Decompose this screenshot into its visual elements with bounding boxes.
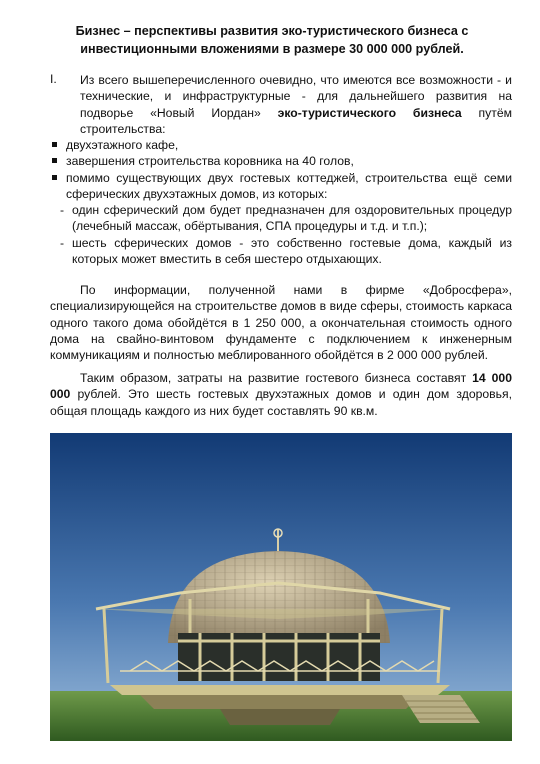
bullet-text: двухэтажного кафе, bbox=[66, 138, 179, 152]
bullet-list bbox=[50, 137, 512, 267]
total-text-post: рублей. Это шесть гостевых двухэтажных домов и один дом здоровья, общая площадь каждого из них будет составлять 90 кв.м. bbox=[50, 387, 512, 418]
list-item bbox=[50, 137, 512, 153]
bullet-square-icon bbox=[52, 175, 57, 180]
section-number: I. bbox=[50, 72, 57, 86]
paragraph-dobrosfera: По информации, полученной нами в фирме «Добросфера», специализирующейся на строительстве домов в виде сферы, стоимость каркаса одного такого дома обойдётся в 1 250 000, а окончательная стоимость одного дома на свайно-винтовом фундаменте с подключением к инженерным коммуникациям и полностью меблированного обойдётся в 2 000 000 рублей. bbox=[50, 283, 512, 363]
intro-text: Из всего вышеперечисленного очевидно, что имеются все возможности - и технические, и инфраструктурные - для дальнейшего развития на подворье «Новый Иордан» bbox=[80, 73, 512, 120]
dash-marker: - bbox=[60, 203, 65, 218]
list-item bbox=[50, 153, 512, 169]
dash-marker: - bbox=[60, 235, 65, 250]
list-item bbox=[50, 170, 512, 203]
bullet-square-icon bbox=[52, 158, 57, 163]
sub-item-text: один сферический дом будет предназначен для оздоровительных процедур (лечебный массаж, обёртывания, СПА процедуры и т.д. и т.п.); bbox=[72, 203, 512, 234]
bullet-text: помимо существующих двух гостевых коттеджей, строительства ещё семи сферических двухэтажных домов, из которых: bbox=[66, 170, 512, 201]
total-amount: 14 000 000 bbox=[50, 371, 512, 402]
sub-list-item bbox=[56, 235, 512, 268]
sub-list-item bbox=[56, 202, 512, 235]
bullet-text: завершения строительства коровника на 40 голов, bbox=[66, 154, 354, 169]
paragraph-total bbox=[50, 370, 512, 419]
total-text-pre: Таким образом, затраты на развитие гостевого бизнеса составят bbox=[80, 371, 473, 385]
intro-tail: путём строительства: bbox=[80, 105, 512, 136]
intro-bold: эко-туристического бизнеса bbox=[277, 105, 462, 120]
intro-paragraph bbox=[80, 72, 512, 137]
sub-item-text: шесть сферических домов - это собственно гостевые дома, каждый из которых может вместить в себя шестеро отдыхающих. bbox=[72, 235, 512, 267]
bullet-square-icon bbox=[52, 142, 57, 147]
sphere-house-render-image bbox=[50, 433, 512, 741]
page-title: Бизнес – перспективы развития эко-туристического бизнеса с инвестиционными вложениями в размере 30 000 000 рублей. bbox=[75, 24, 469, 56]
